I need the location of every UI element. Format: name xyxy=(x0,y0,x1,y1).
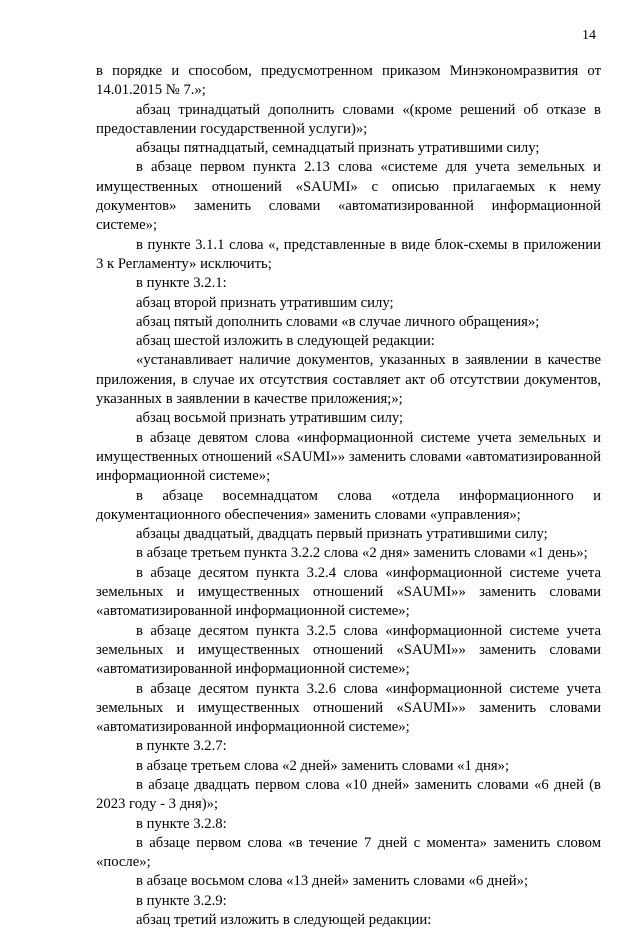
paragraph-1: в порядке и способом, предусмотренном приказом Минэкономразвития от 14.01.2015 № 7.»; xyxy=(96,63,601,99)
paragraph-13: в абзаце восемнадцатом слова «отдела информационного и документационного обеспечения» заменить словами «управления»; xyxy=(96,487,601,523)
paragraph-26: абзац третий изложить в следующей редакции: xyxy=(136,912,432,929)
paragraph-4: в абзаце первом пункта 2.13 слова «системе для учета земельных и имущественных отношений «SAUMI» с описью прилагаемых к нему документов» заменить словами «автоматизированной информационной системе»; xyxy=(96,159,601,234)
paragraph-19: в пункте 3.2.7: xyxy=(136,738,227,755)
paragraph-24: в абзаце восьмом слова «13 дней» заменить словами «6 дней»; xyxy=(136,873,529,890)
paragraph-6: в пункте 3.2.1: xyxy=(136,275,227,292)
paragraph-22: в пункте 3.2.8: xyxy=(136,815,227,832)
paragraph-3: абзацы пятнадцатый, семнадцатый признать утратившими силу; xyxy=(136,140,540,157)
paragraph-25: в пункте 3.2.9: xyxy=(136,892,227,909)
paragraph-23: в абзаце первом слова «в течение 7 дней с момента» заменить словом «после»; xyxy=(96,834,601,871)
paragraph-9: абзац шестой изложить в следующей редакции: xyxy=(136,333,435,350)
paragraph-2: абзац тринадцатый дополнить словами «(кроме решений об отказе в предоставлении государственной услуги)»; xyxy=(96,101,601,137)
paragraph-12: в абзаце девятом слова «информационной системе учета земельных и имущественных отношений «SAUMI»» заменить словами «автоматизированной информационной системе»; xyxy=(96,429,601,485)
paragraph-17: в абзаце десятом пункта 3.2.5 слова «информационной системе учета земельных и имущественных отношений «SAUMI»» заменить словами «автоматизированной информационной системе»; xyxy=(96,622,601,678)
paragraph-5: в пункте 3.1.1 слова «, представленные в виде блок-схемы в приложении 3 к Регламенту» исключить; xyxy=(96,236,601,272)
paragraph-10: «устанавливает наличие документов, указанных в заявлении в качестве приложения, в случае их отсутствия составляет акт об отсутствии документов, указанных в заявлении в качестве приложения;»; xyxy=(96,352,601,408)
paragraph-20: в абзаце третьем слова «2 дней» заменить словами «1 дня»; xyxy=(136,757,510,774)
page-number: 14 xyxy=(582,28,596,43)
paragraph-16: в абзаце десятом пункта 3.2.4 слова «информационной системе учета земельных и имущественных отношений «SAUMI»» заменить словами «автоматизированной информационной системе»; xyxy=(96,564,601,620)
paragraph-11: абзац восьмой признать утратившим силу; xyxy=(136,410,404,427)
paragraph-8: абзац пятый дополнить словами «в случае личного обращения»; xyxy=(136,313,540,330)
paragraph-14: абзацы двадцатый, двадцать первый признать утратившими силу; xyxy=(136,526,548,543)
paragraph-7: абзац второй признать утратившим силу; xyxy=(136,294,394,311)
document-body xyxy=(96,62,601,930)
paragraph-21: в абзаце двадцать первом слова «10 дней» заменить словами «6 дней (в 2023 году - 3 дня)»; xyxy=(96,776,601,813)
paragraph-18: в абзаце десятом пункта 3.2.6 слова «информационной системе учета земельных и имущественных отношений «SAUMI»» заменить словами «автоматизированной информационной системе»; xyxy=(96,680,601,736)
paragraph-15: в абзаце третьем пункта 3.2.2 слова «2 дня» заменить словами «1 день»; xyxy=(136,545,588,562)
